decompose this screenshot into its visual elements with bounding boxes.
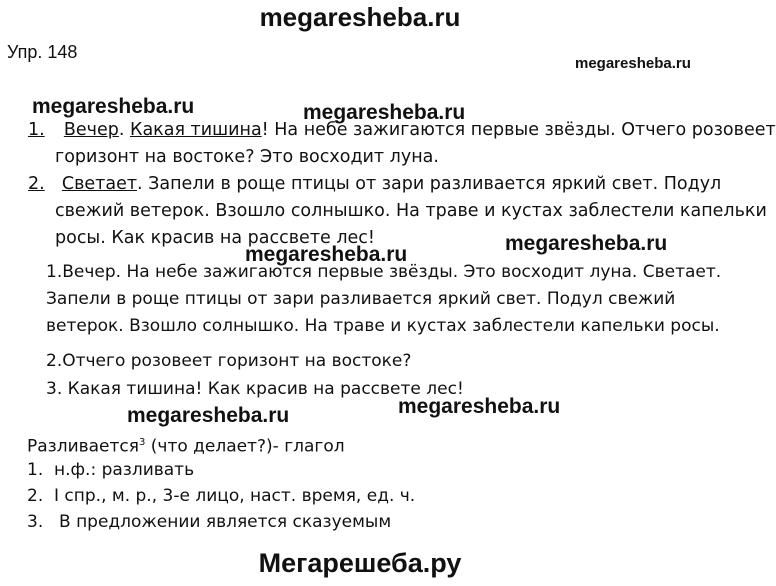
analysis-item-num: 3. bbox=[27, 512, 44, 532]
watermark-bottom: Мегарешеба.ру bbox=[258, 548, 462, 578]
analysis-sup: 3 bbox=[139, 437, 146, 448]
part1-rest-2: . Запели в роще птицы от зари разливается яркий свет. Подул bbox=[137, 174, 722, 194]
analysis-item-num: 2. bbox=[27, 486, 44, 506]
part1-word-svetaet: Светает bbox=[61, 174, 138, 194]
part2-line-4: 2.Отчего розовеет горизонт на востоке? bbox=[46, 351, 412, 371]
part1-line-3 bbox=[28, 170, 721, 198]
part1-num-2: 2. bbox=[28, 174, 45, 194]
analysis-item bbox=[27, 508, 391, 536]
part1-line-4: свежий ветерок. Взошло солнышко. На траве и кустах заблестели капельки bbox=[55, 201, 767, 221]
watermark-5: megaresheba.ru bbox=[127, 404, 290, 427]
part1-line-1 bbox=[28, 116, 776, 144]
part1-num-1: 1. bbox=[28, 120, 45, 140]
analysis-item-text: В предложении является сказуемым bbox=[59, 512, 392, 532]
analysis-question: (что делает?)- глагол bbox=[145, 436, 345, 457]
part1-line-2: горизонт на востоке? Это восходит луна. bbox=[55, 147, 439, 167]
part1-word-tishina: Какая тишина bbox=[130, 120, 262, 140]
analysis-item-text: I спр., м. р., 3-е лицо, наст. время, ед. ч. bbox=[54, 486, 416, 506]
part1-dot: . bbox=[118, 120, 125, 140]
watermark-right-small: megaresheba.ru bbox=[575, 55, 691, 72]
watermark-1: megaresheba.ru bbox=[32, 95, 195, 118]
watermark-4: megaresheba.ru bbox=[505, 232, 668, 255]
part1-rest-1: ! На небе зажигаются первые звёзды. Отчего розовеет bbox=[261, 120, 776, 140]
watermark-3: megaresheba.ru bbox=[245, 243, 408, 266]
analysis-item bbox=[27, 482, 415, 510]
part1-line-5: росы. Как красив на рассвете лес! bbox=[55, 228, 375, 248]
part2-line-3: ветерок. Взошло солнышко. На траве и кустах заблестели капельки росы. bbox=[46, 316, 720, 336]
analysis-item-text: н.ф.: разливать bbox=[54, 460, 195, 480]
part2-line-1: 1.Вечер. На небе зажигаются первые звёзды. Это восходит луна. Светает. bbox=[46, 262, 722, 282]
analysis-word: Разливается bbox=[27, 436, 139, 457]
exercise-title: Упр. 148 bbox=[7, 42, 78, 62]
part2-line-2: Запели в роще птицы от зари разливается яркий свет. Подул свежий bbox=[46, 289, 676, 309]
watermark-2: megaresheba.ru bbox=[303, 101, 466, 124]
part1-word-vecher: Вечер bbox=[63, 120, 119, 140]
part2-line-5: 3. Какая тишина! Как красив на рассвете лес! bbox=[46, 379, 464, 399]
analysis-item-num: 1. bbox=[27, 460, 44, 480]
watermark-6: megaresheba.ru bbox=[398, 395, 561, 418]
watermark-top: megaresheba.ru bbox=[259, 2, 461, 32]
analysis-item bbox=[27, 456, 194, 484]
